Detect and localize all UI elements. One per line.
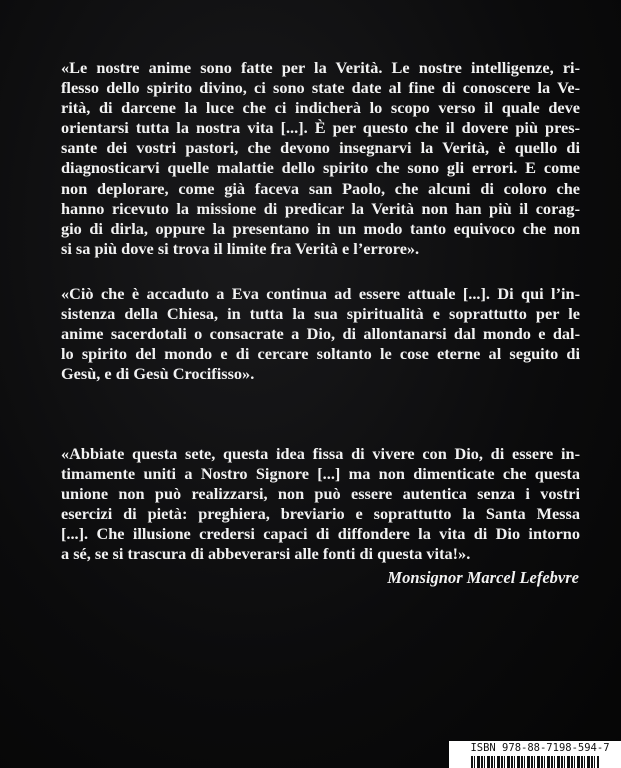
quote-line: anime sacerdotali o consacrate a Dio, di allontanarsi dal mondo e dal- [61,324,580,344]
quote-line: diagnosticarvi quelle malattie dello spirito che sono gli errori. E come [61,158,580,178]
quote-line: hanno ricevuto la missione di predicar la Verità non han più il corag- [61,198,580,218]
quote-line: sante dei vostri pastori, che devono insegnarvi la Verità, è quello di [61,138,580,158]
quote-line: esercizi di pietà: preghiera, breviario e soprattutto la Santa Messa [61,504,580,524]
quote-line: lo spirito del mondo e di cercare soltanto le cose eterne al seguito di [61,344,580,364]
quote-line: «Abbiate questa sete, questa idea fissa di vivere con Dio, di essere in- [61,444,580,463]
quote-line: si sa più dove si trova il limite fra Verità e l’errore». [61,238,420,258]
quote-line: timamente uniti a Nostro Signore [...] ma non dimenticate che questa [61,464,580,484]
quote-paragraph-1 [61,58,580,259]
quote-line: unione non può realizzarsi, non può essere autentica senza i vostri [61,484,580,504]
quote-line: sistenza della Chiesa, in tutta la sua spiritualità e soprattutto per le [61,304,580,324]
quote-line: flesso dello spirito divino, ci sono state date al fine di conoscere la Ve- [61,78,580,98]
barcode-icon [471,756,599,768]
author-signature: Monsignor Marcel Lefebvre [387,568,579,587]
quote-line: «Ciò che è accaduto a Eva continua ad essere attuale [...]. Di qui l’in- [61,284,580,303]
quote-line: «Le nostre anime sono fatte per la Verità. Le nostre intelligenze, ri- [61,58,580,77]
quote-line: gio di dirla, oppure la presentano in un modo tanto equivoco che non [61,218,580,238]
quote-line: rità, di darcene la luce che ci indicherà lo scopo verso il quale deve [61,98,580,118]
quote-line: orientarsi tutta la nostra vita [...]. È per questo che il dovere più pres- [61,118,580,138]
quote-line: Gesù, e di Gesù Crocifisso». [61,364,255,384]
isbn-number: ISBN 978-88-7198-594-7 [470,742,610,754]
quote-line: non deplorare, come già faceva san Paolo, che alcuni di coloro che [61,178,580,198]
quote-line: a sé, se si trascura di abbeverarsi alle fonti di questa vita!». [61,544,471,564]
quote-line: [...]. Che illusione credersi capaci di diffondere la vita di Dio intorno [61,524,580,544]
quote-paragraph-2 [61,284,580,384]
isbn-barcode-label [449,741,621,768]
quote-paragraph-3 [61,444,580,565]
